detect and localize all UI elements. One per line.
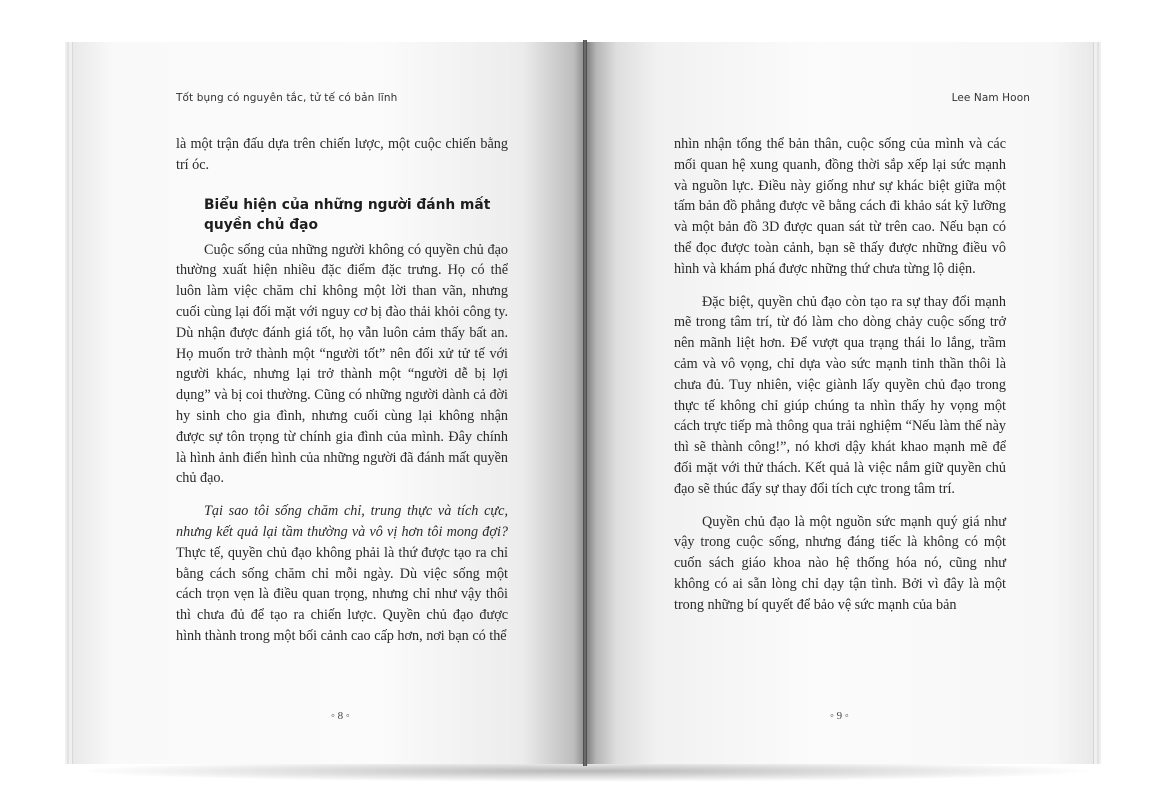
book-spine — [583, 40, 587, 766]
right-paragraph-1: nhìn nhận tổng thể bản thân, cuộc sống của mình và các mối quan hệ xung quanh, đồng thời sắp xếp lại sức mạnh và nguồn lực. Điều này giống như sự khác biệt giữa một tấm bản đồ phẳng được vẽ bằng cách đi khảo sát kỹ lưỡng và một bản đồ 3D được quan sát từ trên cao. Nếu bạn có thể đọc được toàn cảnh, bạn sẽ thấy được những điều vô hình và khám phá được những thứ chưa từng lộ diện. — [674, 136, 1006, 277]
left-paragraph-2: Cuộc sống của những người không có quyền chủ đạo thường xuất hiện nhiều đặc điểm đặc trưng. Họ có thể luôn làm việc chăm chỉ không một lời than vãn, nhưng cuối cùng lại đối mặt với nguy cơ bị đào thải khỏi công ty. Dù nhận được đánh giá tốt, họ vẫn luôn cảm thấy bất an. Họ muốn trở thành một “người tốt” nên đối xử tử tế với người khác, nhưng lại trở thành một “người dễ bị lợi dụng” và bị coi thường. Cũng có những người dành cả đời hy sinh cho gia đình, nhưng cuối cùng lại không nhận được sự tôn trọng từ chính gia đình của mình. Đây chính là hình ảnh điển hình của những người đã đánh mất quyền chủ đạo. — [176, 241, 508, 487]
right-text-block — [674, 134, 1006, 616]
left-paragraph-3 — [176, 501, 508, 647]
page-number-right: ◦ 9 ◦ — [830, 710, 849, 722]
right-page — [586, 42, 1094, 764]
left-running-head: Tốt bụng có nguyên tắc, tử tế có bản lĩnh — [176, 92, 398, 104]
left-paragraph-1: là một trận đấu dựa trên chiến lược, một cuộc chiến bằng trí óc. — [176, 136, 508, 173]
right-paragraph-2: Đặc biệt, quyền chủ đạo còn tạo ra sự thay đổi mạnh mẽ trong tâm trí, từ đó làm cho dòng chảy cuộc sống trở nên mãnh liệt hơn. Để vượt qua trạng thái lo lắng, trầm cảm và vô vọng, chỉ dựa vào sức mạnh tinh thần thôi là chưa đủ. Tuy nhiên, việc giành lấy quyền chủ đạo trong thực tế không chỉ giúp chúng ta nhìn thấy hy vọng một cách trực tiếp mà thông qua trải nghiệm “Nếu làm thế này thì sẽ thành công!”, nó khơi dậy khát khao mạnh mẽ để đối mặt với thử thách. Kết quả là việc nắm giữ quyền chủ đạo sẽ thúc đẩy sự thay đổi tích cực trong tâm trí. — [674, 293, 1006, 497]
section-heading: Biểu hiện của những người đánh mất quyền chủ đạo — [204, 196, 491, 234]
left-page — [72, 42, 584, 764]
right-running-head: Lee Nam Hoon — [951, 92, 1030, 104]
right-paragraph-3: Quyền chủ đạo là một nguồn sức mạnh quý giá như vậy trong cuộc sống, nhưng đáng tiếc là không có một cuốn sách giáo khoa nào hệ thống hóa nó, cũng như không có ai sẵn lòng chỉ dạy tận tình. Bởi vì đây là một trong những bí quyết để bảo vệ sức mạnh của bản — [674, 513, 1006, 613]
left-text-block — [176, 134, 508, 647]
italic-question: Tại sao tôi sống chăm chỉ, trung thực và tích cực, nhưng kết quả lại tầm thường và vô vị hơn tôi mong đợi? — [176, 503, 508, 540]
left-paragraph-3-text: Thực tế, quyền chủ đạo không phải là thứ được tạo ra chỉ bằng cách sống chăm chỉ mỗi ngày. Dù việc sống một cách trọn vẹn là điều quan trọng, nhưng chỉ như vậy thôi thì chưa đủ để tạo ra chiến lược. Quyền chủ đạo được hình thành trong một bối cảnh cao cấp hơn, nơi bạn có thể — [176, 544, 508, 644]
page-number-left: ◦ 8 ◦ — [331, 710, 350, 722]
